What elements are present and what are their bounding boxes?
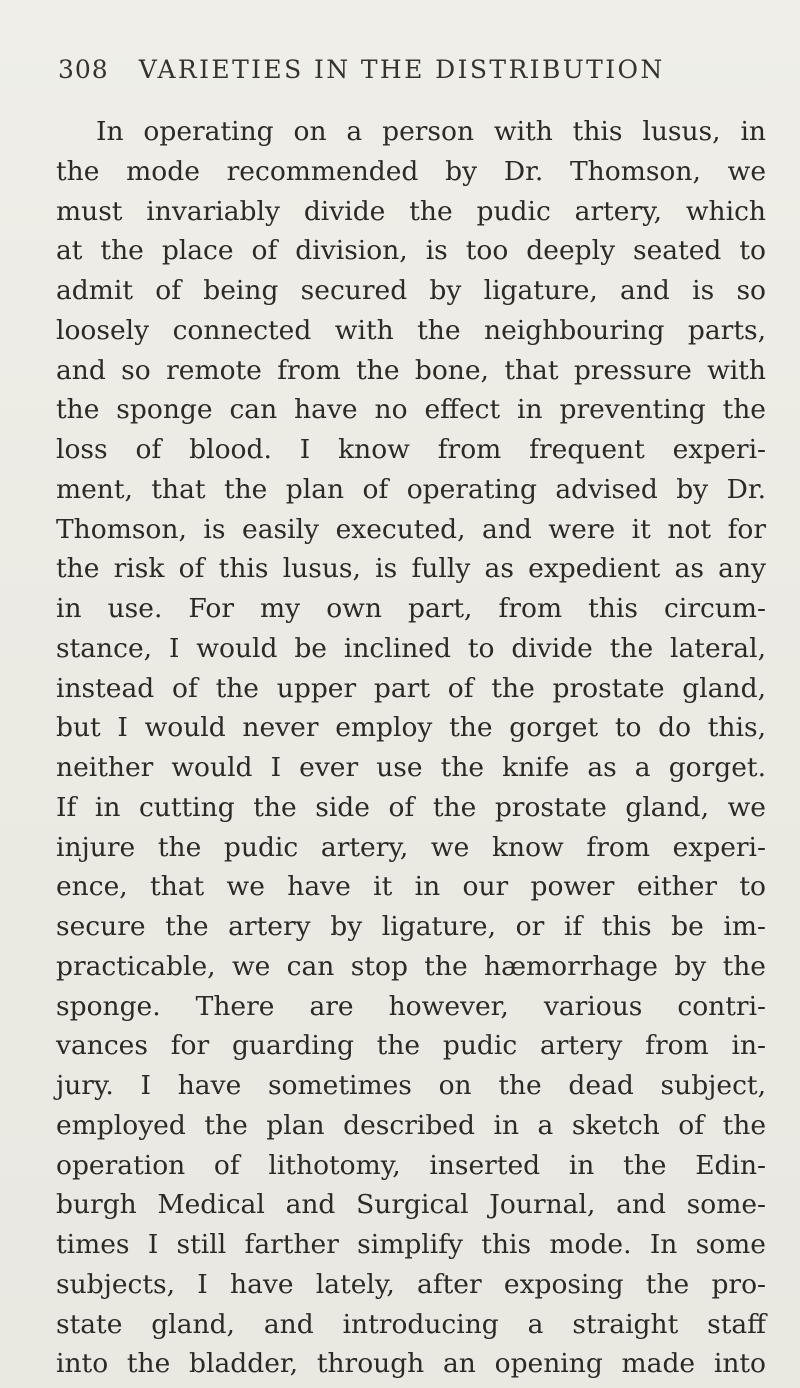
text-line-32: into the bladder, through an opening made into	[56, 1348, 766, 1380]
text-line-26: employed the plan described in a sketch of the	[56, 1109, 766, 1141]
text-line-10: ment, that the plan of operating advised by Dr.	[56, 473, 766, 505]
text-line-13: in use. For my own part, from this circum-	[56, 593, 766, 624]
running-title: VARIETIES IN THE DISTRIBUTION	[138, 55, 665, 84]
text-line-2: the mode recommended by Dr. Thomson, we	[56, 155, 766, 187]
page-number: 308	[58, 55, 109, 84]
text-line-21: secure the artery by ligature, or if this be im-	[56, 911, 766, 942]
text-line-11: Thomson, is easily executed, and were it not for	[56, 513, 766, 545]
text-line-20: ence, that we have it in our power either to	[56, 871, 766, 903]
text-line-23: sponge. There are however, various contri-	[56, 990, 766, 1022]
text-line-27: operation of lithotomy, inserted in the Edin-	[56, 1149, 766, 1181]
text-line-4: at the place of division, is too deeply seated to	[56, 235, 766, 267]
text-line-16: but I would never employ the gorget to do this,	[56, 712, 766, 744]
text-line-25: jury. I have sometimes on the dead subject,	[56, 1070, 766, 1101]
text-line-14: stance, I would be inclined to divide the lateral,	[56, 632, 766, 664]
text-line-7: and so remote from the bone, that pressure with	[56, 354, 766, 386]
body-text	[56, 112, 766, 1384]
text-line-18: If in cutting the side of the prostate gland, we	[56, 791, 766, 823]
text-line-9: loss of blood. I know from frequent experi-	[56, 434, 766, 465]
text-line-30: subjects, I have lately, after exposing the pro-	[56, 1268, 766, 1300]
text-line-12: the risk of this lusus, is fully as expedient as any	[56, 553, 766, 585]
text-line-1: In operating on a person with this lusus, in	[96, 116, 766, 147]
text-line-19: injure the pudic artery, we know from experi-	[56, 831, 766, 863]
text-line-31: state gland, and introducing a straight staff	[56, 1308, 766, 1340]
text-line-24: vances for guarding the pudic artery from in-	[56, 1030, 766, 1062]
text-line-6: loosely connected with the neighbouring parts,	[56, 314, 766, 346]
text-line-29: times I still farther simplify this mode. In some	[56, 1229, 766, 1260]
text-line-15: instead of the upper part of the prostate gland,	[56, 672, 766, 704]
text-line-17: neither would I ever use the knife as a gorget.	[56, 752, 766, 783]
text-line-5: admit of being secured by ligature, and is so	[56, 275, 766, 306]
text-line-22: practicable, we can stop the hæmorrhage by the	[56, 950, 766, 982]
text-line-3: must invariably divide the pudic artery, which	[56, 195, 766, 227]
text-line-28: burgh Medical and Surgical Journal, and some-	[56, 1189, 766, 1221]
text-line-8: the sponge can have no effect in preventing the	[56, 394, 766, 426]
running-head	[58, 55, 698, 84]
